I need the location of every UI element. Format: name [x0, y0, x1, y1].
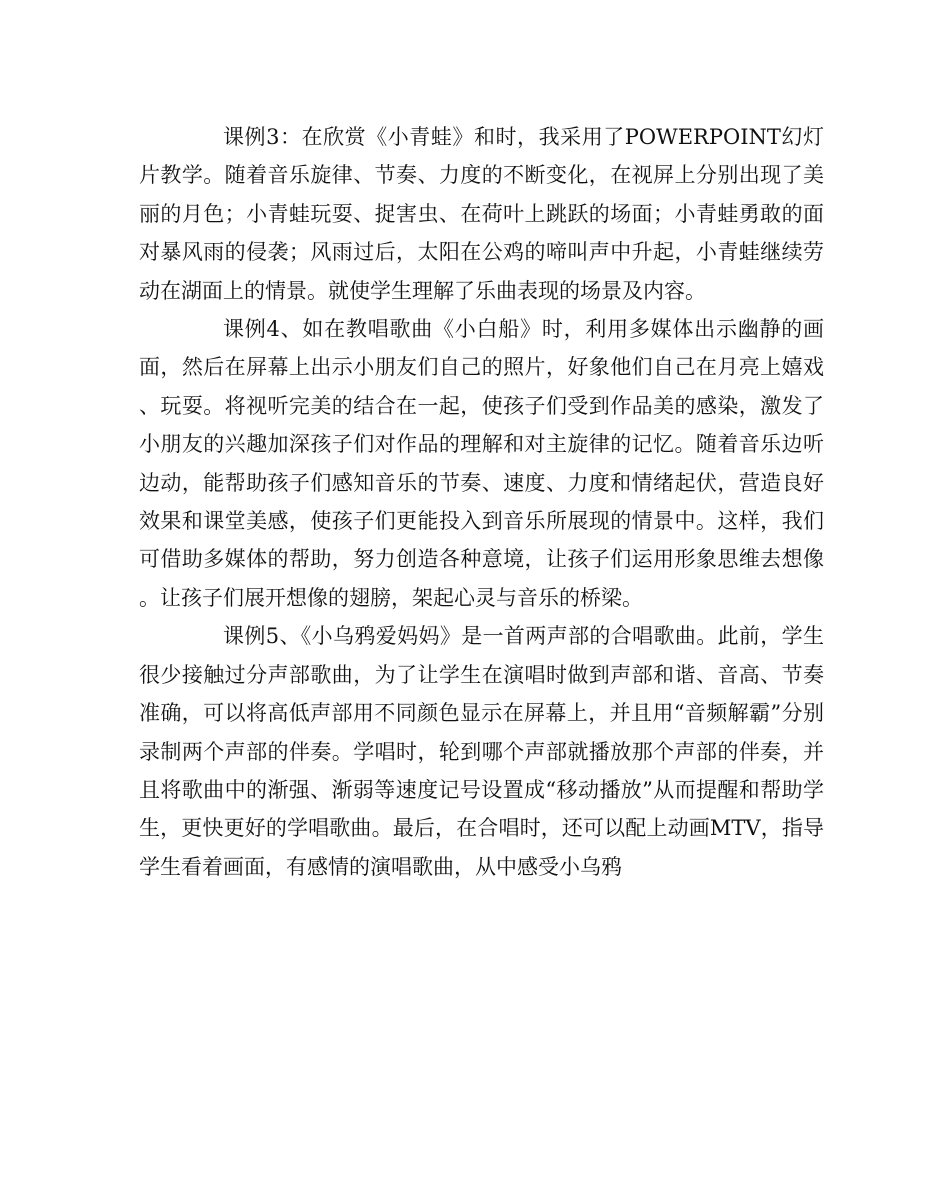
paragraph-lesson-3: 课例3：在欣赏《小青蛙》和时，我采用了POWERPOINT幻灯片教学。随着音乐旋律、节奏、力度的不断变化，在视屏上分别出现了美丽的月色；小青蛙玩耍、捉害虫、在荷叶上跳跃的场面；小青蛙勇敢的面对暴风雨的侵袭；风雨过后，太阳在公鸡的啼叫声中升起，小青蛙继续劳动在湖面上的情景。就使学生理解了乐曲表现的场景及内容。 [139, 125, 824, 303]
paragraph-lesson-4: 课例4、如在教唱歌曲《小白船》时，利用多媒体出示幽静的画面，然后在屏幕上出示小朋友们自己的照片，好象他们自己在月亮上嬉戏、玩耍。将视听完美的结合在一起，使孩子们受到作品美的感染，激发了小朋友的兴趣加深孩子们对作品的理解和对主旋律的记忆。随着音乐边听边动，能帮助孩子们感知音乐的节奏、速度、力度和情绪起伏，营造良好效果和课堂美感，使孩子们更能投入到音乐所展现的情景中。这样，我们可借助多媒体的帮助，努力创造各种意境，让孩子们运用形象思维去想像。让孩子们展开想像的翅膀，架起心灵与音乐的桥梁。 [139, 317, 824, 610]
document-body [139, 118, 824, 886]
paragraph-lesson-5: 课例5、《小乌鸦爱妈妈》是一首两声部的合唱歌曲。此前，学生很少接触过分声部歌曲，为了让学生在演唱时做到声部和谐、音高、节奏准确，可以将高低声部用不同颜色显示在屏幕上，并且用“音频解霸”分别录制两个声部的伴奏。学唱时，轮到哪个声部就播放那个声部的伴奏，并且将歌曲中的渐强、渐弱等速度记号设置成“移动播放”从而提醒和帮助学生，更快更好的学唱歌曲。最后，在合唱时，还可以配上动画MTV，指导学生看着画面，有感情的演唱歌曲，从中感受小乌鸦 [139, 624, 824, 879]
